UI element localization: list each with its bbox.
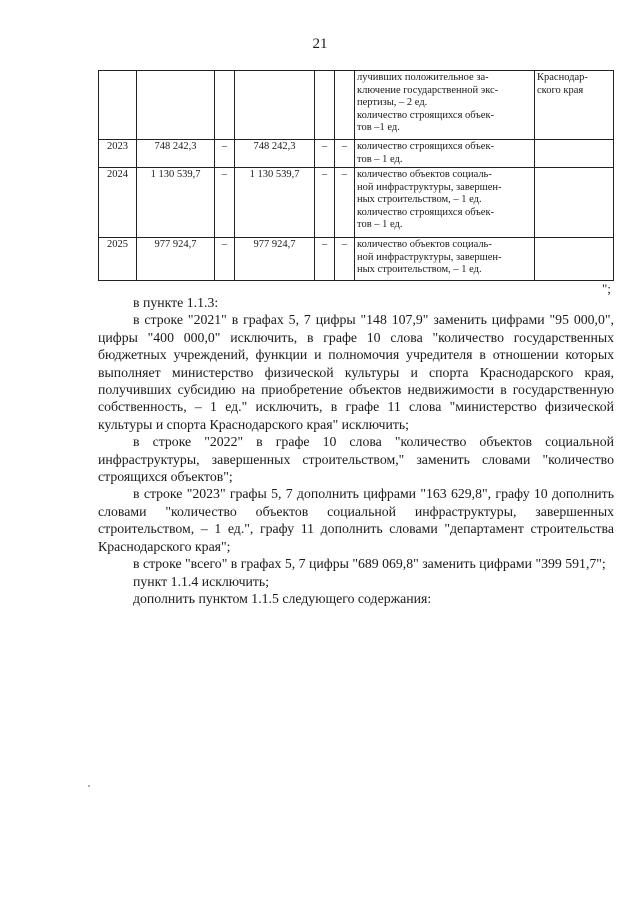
paragraph: в строке "2023" графы 5, 7 дополнить цифрами "163 629,8", графу 10 дополнить словами "количество объектов социальной инфраструктуры, завершенных строительством, – 1 ед.", графу 11 дополнить словами "департамент строительства Краснодарского края"; [98,486,614,554]
result-cell [355,140,535,168]
result-line: ключение государственной экс- [357,84,499,96]
paragraph: в строке "всего" в графах 5, 7 цифры "689 069,8" заменить цифрами "399 591,7"; [133,556,606,572]
regional-budget-cell: 748 242,3 [235,140,315,168]
federal-budget-cell: – [215,168,235,238]
result-line: тов –1 ед. [357,122,400,133]
responsible-org-cell [535,140,614,168]
total-amount-cell: 748 242,3 [137,140,215,168]
result-cell [355,168,535,238]
extra-budget-cell: – [335,168,355,238]
year-cell [99,71,137,140]
extra-budget-cell [335,71,355,140]
table-row [99,168,614,238]
result-line: ной инфраструктуры, завершен- [357,181,502,193]
result-line: количество строящихся объек- [357,141,495,152]
regional-budget-cell: 977 924,7 [235,238,315,281]
total-amount-cell: 977 924,7 [137,238,215,281]
paragraph: дополнить пунктом 1.1.5 следующего содержания: [133,590,432,606]
result-cell [355,71,535,140]
table-row [99,238,614,281]
paragraph: пункт 1.1.4 исключить; [133,573,270,589]
page-number: 21 [312,36,328,52]
federal-budget-cell [215,71,235,140]
result-line: пертизы, – 2 ед. [357,97,428,108]
extra-budget-cell: – [335,140,355,168]
table-row [99,71,614,140]
result-line: ной инфраструктуры, завершен- [357,251,502,263]
year-cell: 2024 [99,168,137,238]
result-line: тов – 1 ед. [357,219,403,230]
table-row [99,140,614,168]
body-text [98,294,614,607]
year-cell: 2025 [99,238,137,281]
responsible-org-cell [535,238,614,281]
result-line: ных строительством, – 1 ед. [357,194,482,205]
result-line: количество объектов социаль- [357,169,492,180]
amendment-table [98,70,614,281]
result-line: ных строительством, – 1 ед. [357,264,482,275]
paragraph: в пункте 1.1.3: [133,295,219,310]
extra-budget-cell: – [335,238,355,281]
federal-budget-cell: – [215,238,235,281]
result-line: количество строящихся объек- [357,109,495,121]
responsible-org-cell: Краснодар-ского края [535,71,614,140]
federal-budget-cell: – [215,140,235,168]
regional-budget-cell: 1 130 539,7 [235,168,315,238]
closing-quote-mark: "; [602,281,611,296]
paragraph: в строке "2021" в графах 5, 7 цифры "148 107,9" заменить цифрами "95 000,0", цифры "400 000,0" исключить, в графе 10 слова "количество государственных бюджетных учреждений, функции и полномочия учредителя в отношении которых выполняет министерство физической культуры и спорта Краснодарского края, получивших субсидию на приобретение объектов недвижимости в государственную собственность, – 1 ед." исключить, в графе 11 слова "министерство физической культуры и спорта Краснодарского края" исключить; [98,312,614,432]
result-line: количество объектов социаль- [357,239,492,250]
result-line: тов – 1 ед. [357,153,403,165]
result-line: количество строящихся объек- [357,206,495,218]
regional-budget-cell [235,71,315,140]
result-cell [355,238,535,281]
local-budget-cell: – [315,168,335,238]
scan-speck [88,785,90,787]
local-budget-cell: – [315,238,335,281]
paragraph: в строке "2022" в графе 10 слова "количество объектов социальной инфраструктуры, завершенных строительством," заменить словами "количество строящихся объектов"; [98,434,614,485]
year-cell: 2023 [99,140,137,168]
total-amount-cell: 1 130 539,7 [137,168,215,238]
local-budget-cell: – [315,140,335,168]
total-amount-cell [137,71,215,140]
local-budget-cell [315,71,335,140]
responsible-org-cell [535,168,614,238]
result-line: лучивших положительное за- [357,72,489,83]
